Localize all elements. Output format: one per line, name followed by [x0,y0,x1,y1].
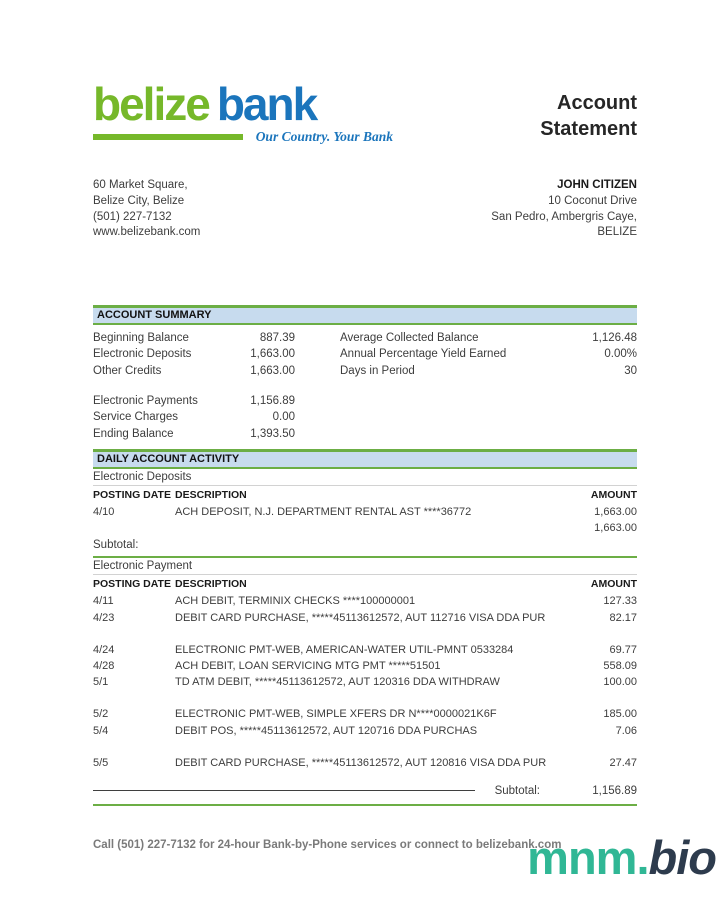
customer-address-line1: 10 Coconut Drive [548,194,637,207]
statement-title [540,90,637,142]
transaction-description: TD ATM DEBIT, *****45113612572, AUT 120316 DDA WITHDRAW [175,676,500,689]
payments-section-label: Electronic Payment [93,558,637,575]
posting-date: 5/1 [93,676,109,689]
statement-title-line1: Account [557,92,637,114]
payments-subtotal-row [93,785,637,797]
transaction-description: ACH DEBIT, TERMINIX CHECKS ****100000001 [175,595,416,608]
table-row [93,642,637,658]
summary-value: 1,663.00 [250,348,295,361]
customer-address-line2: San Pedro, Ambergris Caye, [491,210,637,223]
summary-row [93,426,637,442]
table-row [93,674,637,690]
statement-title-line2: Statement [540,118,637,140]
section-divider [93,804,637,806]
summary-value: 30 [624,364,637,377]
summary-gap [93,379,637,393]
column-header-amount: AMOUNT [590,488,637,501]
transaction-amount: 185.00 [603,708,637,721]
address-section [93,178,637,241]
logo-word-bank: bank [216,78,317,130]
daily-activity-header: DAILY ACCOUNT ACTIVITY [93,449,637,469]
table-row [93,593,637,609]
table-row [93,658,637,674]
posting-date: 5/4 [93,724,109,737]
transaction-amount: 127.33 [603,595,637,608]
transaction-amount: 7.06 [615,724,637,737]
transaction-amount: 100.00 [603,676,637,689]
transaction-amount: 82.17 [609,611,637,624]
deposits-table-header [93,486,637,504]
transaction-amount: 69.77 [609,643,637,656]
summary-spacer [295,330,340,346]
column-header-posting-date: POSTING DATE [93,578,171,591]
transaction-description: DEBIT POS, *****45113612572, AUT 120716 DDA PURCHAS [175,724,478,737]
mnm-bio-watermark [527,830,716,885]
account-summary-body [93,325,637,448]
summary-label: Beginning Balance [93,332,189,345]
transaction-amount: 1,663.00 [594,505,637,518]
column-header-description: DESCRIPTION [175,578,247,591]
summary-value: 1,156.89 [250,395,295,408]
summary-value: 0.00% [604,348,637,361]
customer-address [491,178,637,241]
posting-date: 4/11 [93,595,114,608]
transaction-description: DEBIT CARD PURCHASE, *****45113612572, AUT 120816 VISA DDA PUR [175,756,547,769]
summary-value: 1,663.00 [250,364,295,377]
posting-date: 4/24 [93,643,115,656]
payments-table-header [93,575,637,593]
summary-label: Other Credits [93,364,162,377]
summary-label: Electronic Payments [93,395,198,408]
header [93,80,637,145]
logo-green-bar [93,134,243,140]
deposits-subtotal-amount: 1,663.00 [594,522,637,535]
watermark-bio: bio [648,831,716,884]
bank-phone: (501) 227-7132 [93,210,172,223]
column-header-amount: AMOUNT [590,578,637,591]
account-summary-header: ACCOUNT SUMMARY [93,305,637,325]
transaction-description: ACH DEBIT, LOAN SERVICING MTG PMT *****51501 [175,659,441,672]
table-row [93,610,637,626]
transaction-description: DEBIT CARD PURCHASE, *****45113612572, AUT 112716 VISA DDA PUR [175,611,546,624]
customer-name: JOHN CITIZEN [557,179,637,191]
table-row [93,504,637,520]
logo-underline-row [93,129,393,145]
transaction-description: ELECTRONIC PMT-WEB, AMERICAN-WATER UTIL-PMNT 0533284 [175,643,514,656]
summary-value: 0.00 [272,411,295,424]
column-header-posting-date: POSTING DATE [93,488,171,501]
transaction-description: ACH DEPOSIT, N.J. DEPARTMENT RENTAL AST ****36772 [175,505,472,518]
bank-website: www.belizebank.com [93,226,201,239]
belize-bank-logo [93,80,393,145]
summary-label: Annual Percentage Yield Earned [340,348,507,361]
summary-value: 887.39 [259,332,295,345]
summary-label: Electronic Deposits [93,348,192,361]
logo-tagline: Our Country. Your Bank [255,129,393,144]
summary-row [93,363,637,379]
summary-value: 1,126.48 [592,332,637,345]
customer-address-line3: BELIZE [597,226,637,239]
posting-date: 5/5 [93,756,109,769]
deposits-section-label: Electronic Deposits [93,469,637,486]
summary-spacer [295,363,340,379]
summary-row [93,330,637,346]
posting-date: 4/28 [93,659,115,672]
transaction-amount: 27.47 [609,756,637,769]
logo-word-belize: belize [93,78,209,130]
table-row [93,723,637,739]
bank-address-line2: Belize City, Belize [93,194,185,207]
payments-subtotal-amount: 1,156.89 [592,785,637,797]
posting-date: 4/23 [93,611,115,624]
table-row [93,706,637,722]
bank-address [93,178,200,241]
summary-row [93,393,637,409]
summary-bottom-block [93,393,637,448]
summary-label: Service Charges [93,411,179,424]
summary-label: Average Collected Balance [340,332,479,345]
summary-spacer [295,346,340,362]
deposits-subtotal-label: Subtotal: [93,539,139,552]
posting-date: 5/2 [93,708,109,721]
summary-label: Days in Period [340,364,415,377]
transaction-description: ELECTRONIC PMT-WEB, SIMPLE XFERS DR N****0000021K6F [175,708,497,721]
transaction-amount: 558.09 [603,659,637,672]
summary-row [93,409,637,425]
posting-date: 4/10 [93,505,115,518]
summary-row [93,346,637,362]
watermark-mnm: mnm. [527,831,649,884]
payments-subtotal-label: Subtotal: [494,785,540,797]
summary-value: 1,393.50 [250,427,295,440]
column-header-description: DESCRIPTION [175,488,247,501]
logo-wordmark [93,80,393,128]
table-row [93,755,637,771]
subtotal-divider [93,790,475,791]
summary-label: Ending Balance [93,427,174,440]
bank-address-line1: 60 Market Square, [93,179,188,191]
footer-note: Call (501) 227-7132 for 24-hour Bank-by-Phone services or connect to belizebank.com [93,839,562,851]
